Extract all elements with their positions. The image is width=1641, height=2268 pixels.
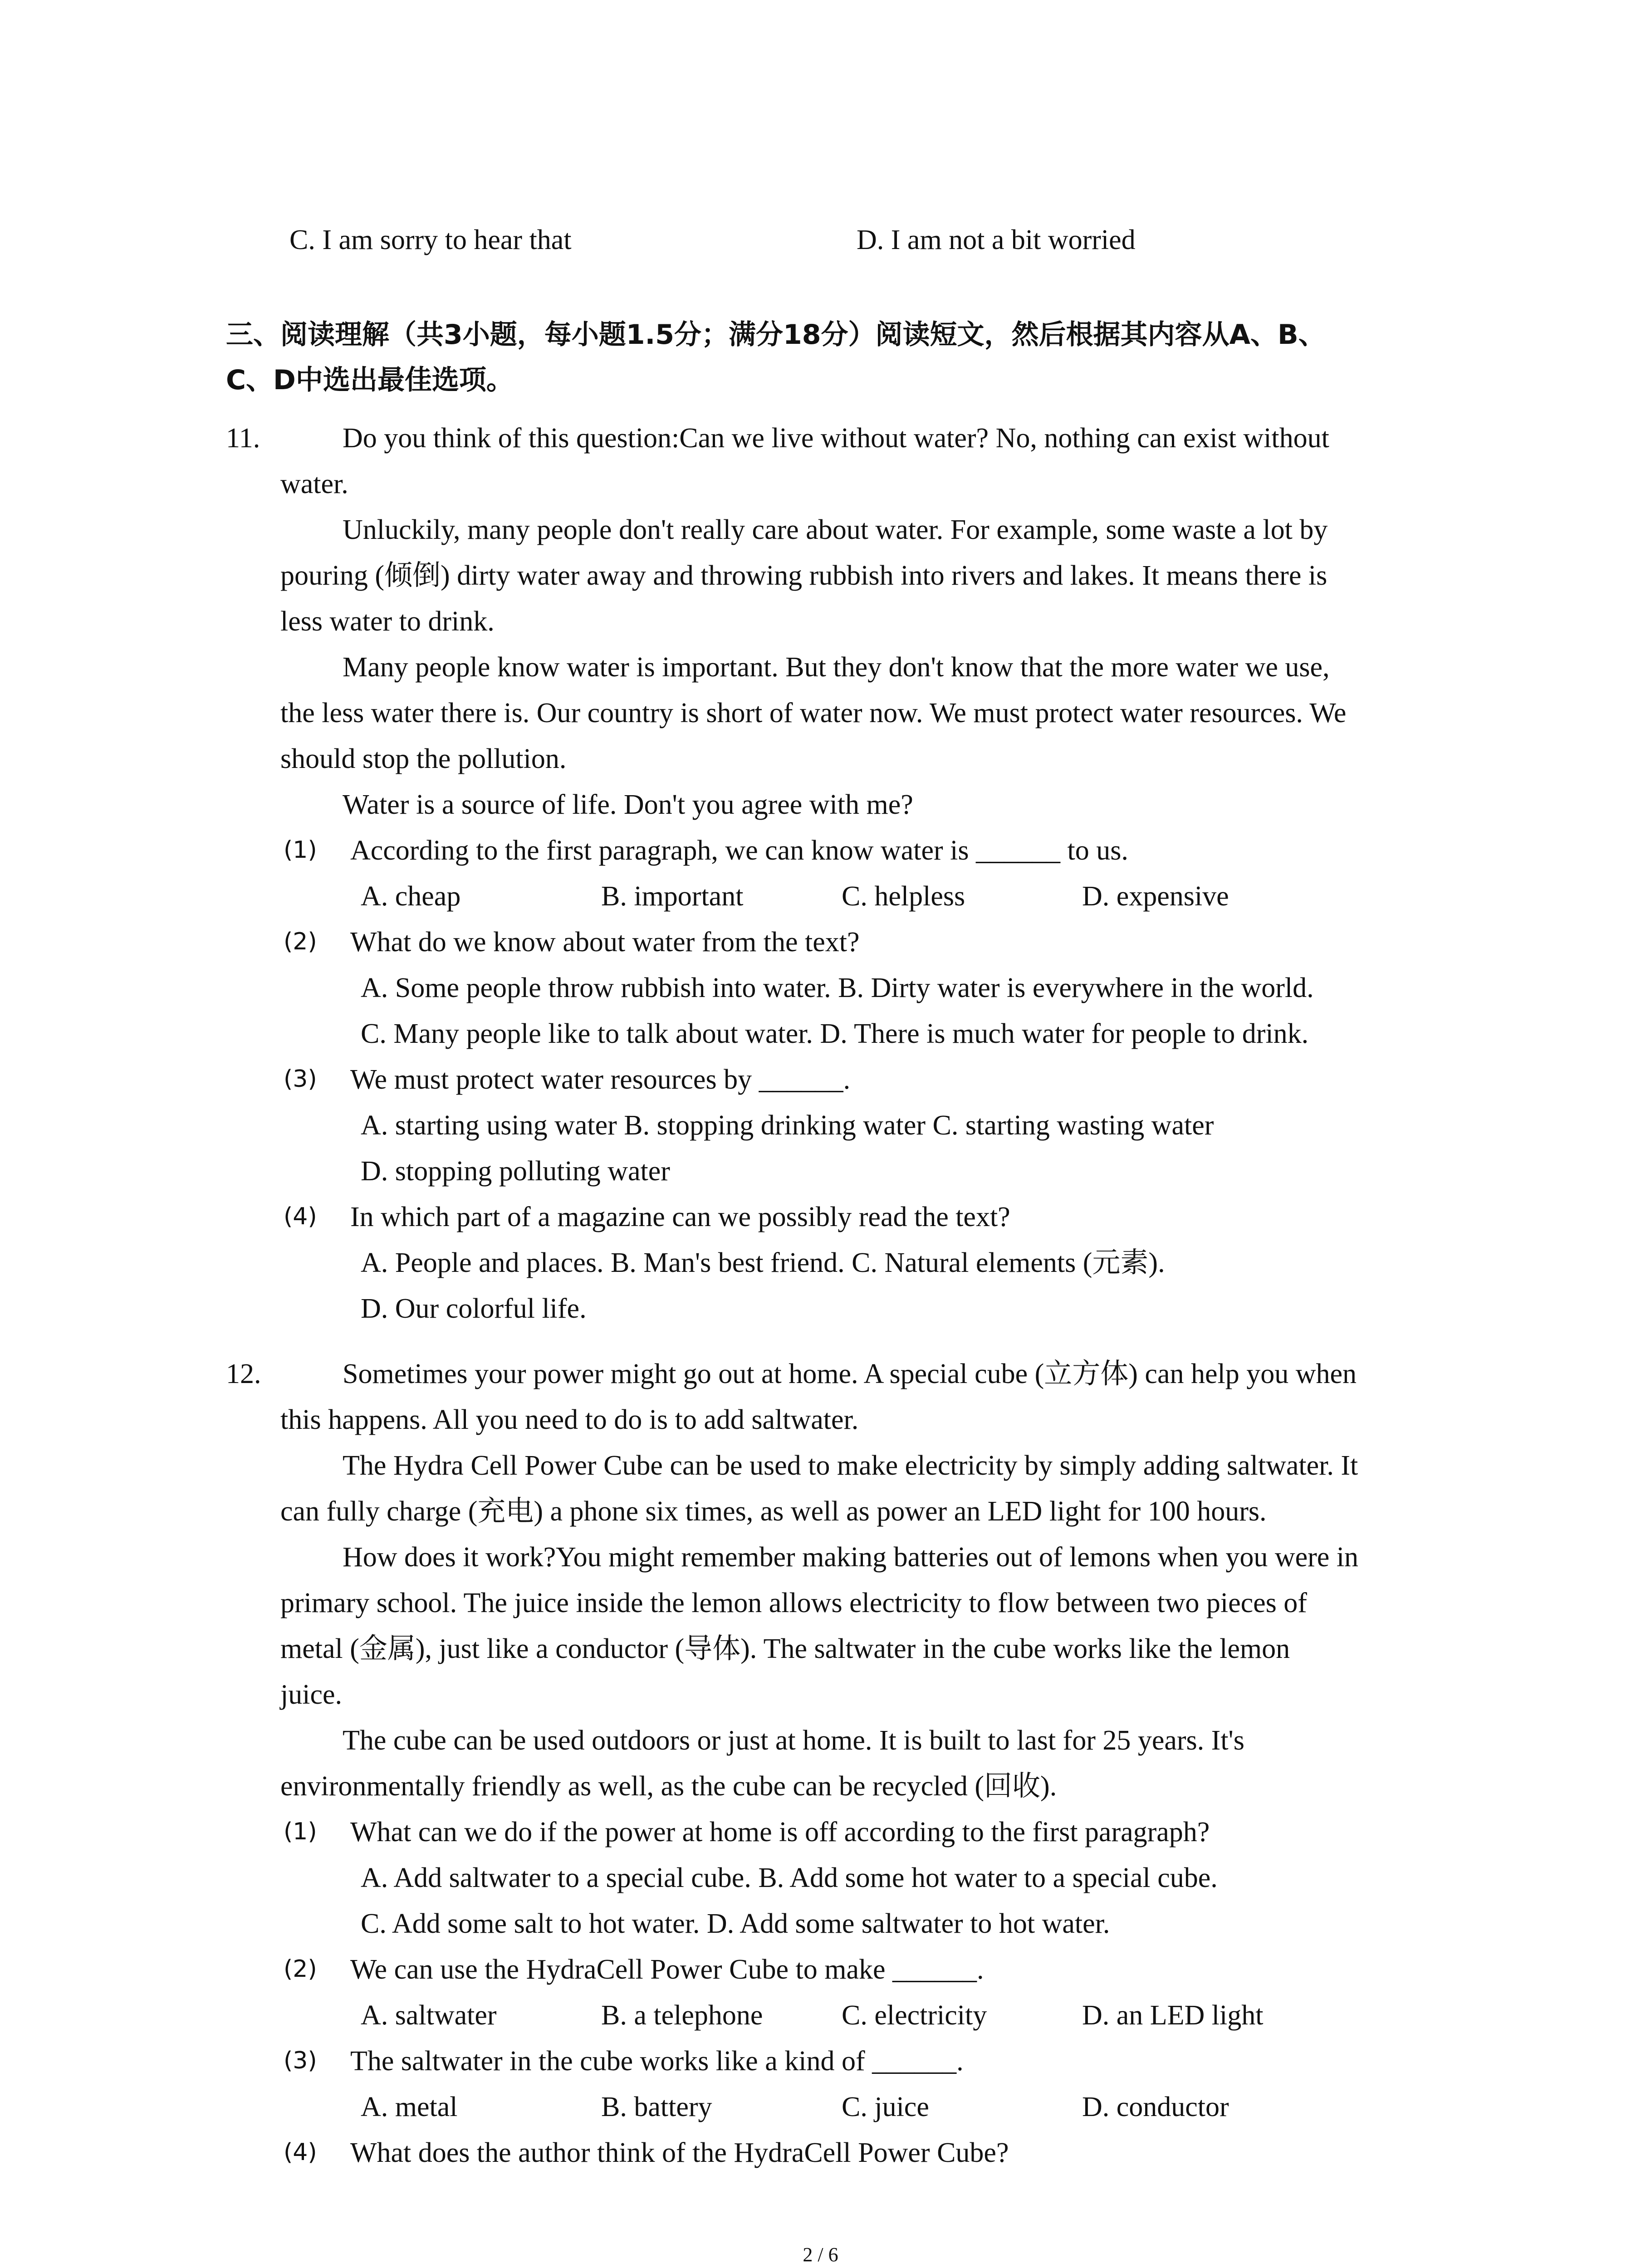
q12-passage-line: juice. [280,1679,342,1710]
answer-option: C. electricity [842,2000,987,2031]
q11-passage-line: water. [280,469,348,499]
answer-option: B. important [601,881,744,912]
answer-option: A. metal [361,2092,458,2122]
question-11-number: 11. [226,423,260,454]
q12-passage-line: metal (金属), just like a conductor (导体). The saltwater in the cube works like the lemon [280,1633,1290,1664]
q11-passage-line: the less water there is. Our country is short of water now. We must protect water resources. We [280,698,1347,728]
page-number: 2 / 6 [803,2244,838,2266]
question-12-number: 12. [226,1359,261,1389]
q11-sub-2-number: (2) [284,928,317,955]
q11-sub-1-number: (1) [284,836,317,864]
q11-passage-line: less water to drink. [280,606,495,637]
q12-passage-line: Sometimes your power might go out at home. A special cube (立方体) can help you when [343,1359,1357,1389]
answer-options-line: A. starting using water B. stopping drinking water C. starting wasting water [361,1110,1214,1141]
q12-passage-line: The cube can be used outdoors or just at home. It is built to last for 25 years. It's [343,1725,1244,1756]
q12-sub-3-number: (3) [284,2047,317,2074]
q12-passage-line: can fully charge (充电) a phone six times, as well as power an LED light for 100 hours. [280,1496,1267,1527]
q12-sub-1-question: What can we do if the power at home is off according to the first paragraph? [350,1817,1210,1848]
answer-options-line: C. Many people like to talk about water. D. There is much water for people to drink. [361,1018,1309,1049]
answer-option: A. cheap [361,881,461,912]
q11-passage-line: should stop the pollution. [280,743,567,774]
q11-passage-line: Water is a source of life. Don't you agree with me? [343,789,913,820]
q12-sub-3-question: The saltwater in the cube works like a kind of ______. [350,2046,964,2077]
q11-sub-4-question: In which part of a magazine can we possibly read the text? [350,1202,1010,1232]
q11-sub-4-number: (4) [284,1203,317,1230]
q11-sub-3-number: (3) [284,1066,317,1093]
answer-option: D. expensive [1082,881,1229,912]
prev-option-d: D. I am not a bit worried [857,225,1136,255]
q12-passage-line: environmentally friendly as well, as the cube can be recycled (回收). [280,1771,1057,1802]
answer-options-line: C. Add some salt to hot water. D. Add some saltwater to hot water. [361,1908,1110,1939]
q11-passage-line: Unluckily, many people don't really care about water. For example, some waste a lot by [343,514,1328,545]
q12-passage-line: The Hydra Cell Power Cube can be used to make electricity by simply adding saltwater. It [343,1450,1358,1481]
q12-passage-line: primary school. The juice inside the lemon allows electricity to flow between two pieces of [280,1588,1307,1618]
answer-options-line: A. Add saltwater to a special cube. B. Add some hot water to a special cube. [361,1862,1218,1893]
prev-option-c: C. I am sorry to hear that [289,225,572,255]
answer-option: A. saltwater [361,2000,497,2031]
answer-option: C. helpless [842,881,965,912]
q11-sub-1-question: According to the first paragraph, we can know water is ______ to us. [350,835,1128,866]
answer-option: D. an LED light [1082,2000,1264,2031]
answer-option: B. battery [601,2092,712,2122]
answer-options-line: A. Some people throw rubbish into water. B. Dirty water is everywhere in the world. [361,973,1314,1003]
q12-sub-1-number: (1) [284,1818,317,1845]
answer-option: C. juice [842,2092,929,2122]
q12-sub-4-question: What does the author think of the HydraCell Power Cube? [350,2137,1009,2168]
answer-option: B. a telephone [601,2000,763,2031]
q12-sub-4-number: (4) [284,2139,317,2166]
q11-passage-line: Do you think of this question:Can we live without water? No, nothing can exist without [343,423,1329,454]
answer-options-line: D. stopping polluting water [361,1156,670,1187]
answer-options-line: D. Our colorful life. [361,1293,587,1324]
section-heading-line-1: 三、阅读理解（共3小题，每小题1.5分；满分18分）阅读短文，然后根据其内容从A、B、 [226,319,1326,351]
answer-option: D. conductor [1082,2092,1229,2122]
q12-sub-2-question: We can use the HydraCell Power Cube to make ______. [350,1954,984,1985]
section-heading-line-2: C、D中选出最佳选项。 [226,364,514,396]
q12-passage-line: this happens. All you need to do is to add saltwater. [280,1404,859,1435]
q11-sub-2-question: What do we know about water from the text? [350,927,860,958]
q11-passage-line: Many people know water is important. But they don't know that the more water we use, [343,652,1330,683]
q12-passage-line: How does it work?You might remember making batteries out of lemons when you were in [343,1542,1359,1573]
answer-options-line: A. People and places. B. Man's best friend. C. Natural elements (元素). [361,1247,1165,1278]
q11-passage-line: pouring (倾倒) dirty water away and throwing rubbish into rivers and lakes. It means there is [280,560,1327,591]
q12-sub-2-number: (2) [284,1955,317,1983]
q11-sub-3-question: We must protect water resources by ______. [350,1064,851,1095]
